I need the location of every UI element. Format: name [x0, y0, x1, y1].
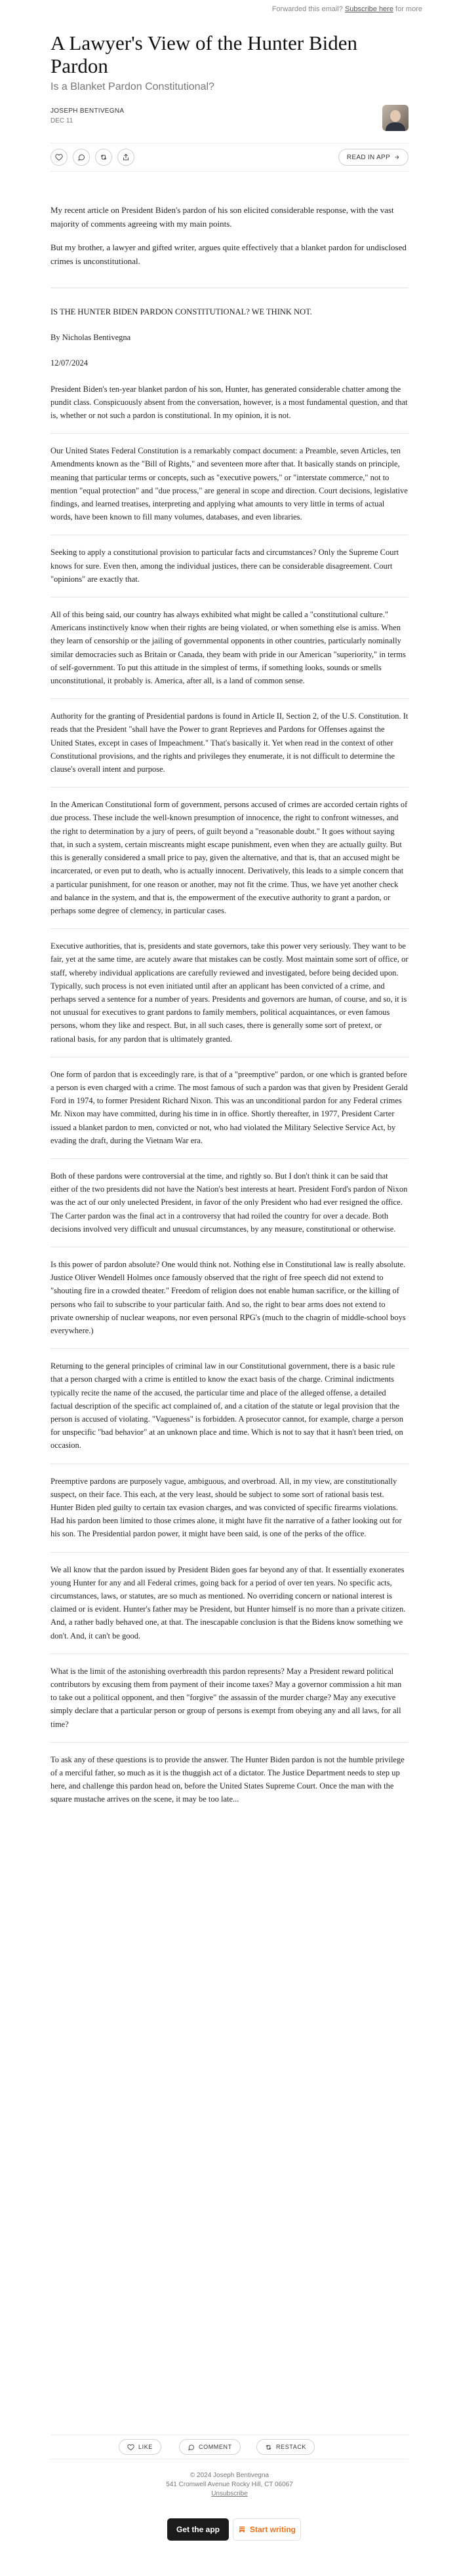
body-paragraph: One form of pardon that is exceedingly rare, is that of a "preemptive" pardon, or one which is granted before a person is even charged with a crime. The most famous of such a pardon was that given by President Gerald Ford in 1974, to former President Richard Nixon. This was an unconditional pardon for any Federal crimes Mr. Nixon may have committed, during his time in in office. Shortly thereafter, in 1977, President Carter issued a blanket pardon to men, convicted or not, who had violated the Military Selective Service Act, by evading the draft, during the Vietnam War era. — [50, 1057, 409, 1147]
article-body — [50, 305, 409, 1806]
forward-text: Forwarded this email? — [271, 5, 343, 13]
arrow-right-icon — [393, 154, 400, 161]
post-container — [50, 31, 409, 1817]
post-subtitle: Is a Blanket Pardon Constitutional? — [50, 81, 214, 92]
start-writing-button[interactable] — [233, 2518, 301, 2541]
body-paragraph: Is this power of pardon absolute? One would think not. Nothing else in Constitutional law is really absolute. Justice Oliver Wendell Holmes once famously observed that the right of free speech did not extend to "shouting fire in a crowded theater." Freedom of religion does not enable human sacrifice, or the killing of persons who fail to subscribe to your particular faith. And so, the right to bear arms does not extend to private ownership of nuclear weapons, nor even personal RPG's (much to the chagrin of middle-school boys everywhere.) — [50, 1247, 409, 1337]
read-in-app-button[interactable] — [338, 149, 409, 166]
footer-copyright: © 2024 Joseph Bentivegna — [190, 2472, 269, 2479]
post-date: DEC 11 — [50, 117, 73, 124]
heart-icon — [127, 2444, 134, 2451]
body-paragraph: Our United States Federal Constitution is a remarkably compact document: a Preamble, seven Articles, ten Amendments known as the "Bill of Rights," and seventeen more after that. It basically stands on principle, meaning that particular terms or concepts, such as "executive powers," or "interstate commerce," not to mention "equal protection" and "due process," are general in scope and direction. Court decisions, legislative findings, and learned treatises, interpreting and applying what amounts to very little in terms of actual words, have been known to fill many volumes, databases, and even libraries. — [50, 433, 409, 523]
substack-logo-icon — [238, 2526, 246, 2533]
post-actions — [50, 143, 409, 172]
author-row — [50, 107, 409, 136]
body-paragraph: Returning to the general principles of criminal law in our Constitutional government, there is a basic rule that a person charged with a crime is entitled to know the exact basis of the charge. Criminal indictments typically recite the name of the accused, the particular time and place of the alleged offense, a detailed factual description of the specific act complained of, and a citation of the statute or legal provision that the person is accused of violating. "Vagueness" is forbidden. A prosecutor cannot, for example, charge a person for unspecific "bad behavior" at an unknown place and time. Which is not to say that it hasn't been tried, on occasion. — [50, 1348, 409, 1452]
bottom-actions — [50, 2434, 409, 2459]
comment-pill-button[interactable] — [179, 2439, 241, 2455]
restack-button[interactable] — [95, 149, 112, 166]
start-writing-label: Start writing — [249, 2525, 296, 2534]
like-button[interactable] — [50, 149, 68, 166]
avatar[interactable] — [382, 105, 409, 131]
comment-button[interactable] — [73, 149, 90, 166]
post-title[interactable]: A Lawyer's View of the Hunter Biden Pardon — [50, 31, 358, 77]
forward-suffix: for more — [395, 5, 422, 13]
body-paragraph: Preemptive pardons are purposely vague, ambiguous, and overbroad. All, in my view, are constitutionally suspect, on their face. This each, at the very least, should be subject to some sort of rational basis test. Hunter Biden pled guilty to certain tax evasion charges, and was convicted of specific firearms violations. Had his pardon been limited to those crimes alone, it might have fit the narrative of a father looking out for his son. The Presidential pardon power, it might have been said, is one of the perks of the office. — [50, 1464, 409, 1541]
document-heading: IS THE HUNTER BIDEN PARDON CONSTITUTIONAL? WE THINK NOT. — [50, 307, 312, 316]
unsubscribe-link[interactable]: Unsubscribe — [211, 2490, 248, 2497]
restack-icon — [100, 153, 108, 161]
body-paragraph: We all know that the pardon issued by President Biden goes far beyond any of that. It essentially exonerates young Hunter for any and all Federal crimes, going back for a period of over ten years. No specific acts, circumstances, laws, or statutes, are so much as mentioned. No overriding concern or national interest is claimed or is evident. Hunter's father may be President, but Hunter himself is no more than a private citizen. And, a rather badly behaved one, at that. The inescapable conclusion is that the Bidens know something we don't. And, it can't be good. — [50, 1552, 409, 1642]
body-paragraph: What is the limit of the astonishing overbreadth this pardon represents? May a President reward political contributors by excusing them from payment of their income taxes? May a governor commission a hit man to take out a political opponent, and then "forgive" the assassin of the murder charge? May any executive simply declare that a particular person or group of persons is exempt from obeying any and all laws, for all time? — [50, 1654, 409, 1731]
body-paragraph: Both of these pardons were controversial at the time, and rightly so. But I don't think it can be said that either of the two presidents did not have the Nation's best interests at heart. President Ford's pardon of Nixon was the act of our only unelected President, in favor of the only President who had ever resigned the office. The Carter pardon was the final act in a controversy that had roiled the country for over a decade. Both decisions involved very difficult and unusual circumstances, by any measure, constitutional or otherwise. — [50, 1158, 409, 1236]
share-button[interactable] — [117, 149, 134, 166]
heart-icon — [55, 153, 63, 161]
get-app-label: Get the app — [176, 2525, 220, 2534]
forward-note — [272, 5, 422, 13]
restack-icon — [265, 2444, 272, 2451]
read-in-app-label: READ IN APP — [346, 153, 390, 161]
comment-label: COMMENT — [199, 2444, 232, 2450]
get-app-button[interactable] — [167, 2518, 229, 2541]
like-pill-button[interactable] — [119, 2439, 161, 2455]
author-name[interactable]: JOSEPH BENTIVEGNA — [50, 107, 125, 115]
restack-pill-button[interactable] — [256, 2439, 315, 2455]
body-paragraph: Seeking to apply a constitutional provision to particular facts and circumstances? Only the Supreme Court knows for sure. Even then, among the individual justices, there can be considerable disagreement. Court "opinions" are exactly that. — [50, 535, 409, 586]
intro-paragraph: But my brother, a lawyer and gifted writer, argues quite effectively that a blanket pardon for undisclosed crimes is unconstitutional. — [50, 242, 407, 266]
body-paragraph: In the American Constitutional form of government, persons accused of crimes are accorded certain rights of due process. These include the well-known presumption of innocence, the right to confront witnesses, and the right to determination by a jury of peers, of guilt beyond a "reasonable doubt." It goes without saying that, in such a system, certain miscreants might escape punishment, even when they are actually guilty. But this is generally considered a small price to pay, given the alternative, and that is, that an accused might be incarcerated, or even put to death, who is actually innocent. Derivatively, this leads to a simple concern that a particular punishment, for one reason or another, may not fit the crime. Thus, we have yet another check and balance in the system, and that is, the empowerment of the executive authority to grant a pardon, or perhaps some degree of clemency, in particular cases. — [50, 787, 409, 917]
avatar-suit — [386, 123, 405, 131]
avatar-face — [390, 110, 401, 122]
share-icon — [122, 153, 130, 161]
comment-icon — [188, 2444, 195, 2451]
body-paragraph: To ask any of these questions is to provide the answer. The Hunter Biden pardon is not the humble privilege of a merciful father, so much as it is the thuggish act of a dictator. The Justice Department needs to step up here, and challenge this pardon head on, before the United States Supreme Court. Once the man with the square mustache arrives on the scene, it may be too late... — [50, 1742, 409, 1806]
body-paragraph: Authority for the granting of Presidential pardons is found in Article II, Section 2, of the U.S. Constitution. It reads that the President "shall have the Power to grant Reprieves and Pardons for Offenses against the United States, except in cases of Impeachment." That's basically it. Yet when read in the context of other Constitutional provisions, and the rights and privileges they enumerate, it is not difficult to determine the clause's overall intent and purpose. — [50, 698, 409, 776]
footer — [0, 2471, 459, 2499]
like-label: LIKE — [138, 2444, 153, 2450]
subscribe-link[interactable]: Subscribe here — [344, 5, 393, 13]
intro-paragraph: My recent article on President Biden's pardon of his son elicited considerable response, with the vast majority of comments agreeing with my main points. — [50, 205, 394, 229]
document-byline: By Nicholas Bentivegna — [50, 333, 131, 343]
body-paragraph: President Biden's ten-year blanket pardon of his son, Hunter, has generated considerable chatter among the pundit class. Conspicuously absent from the conversation, however, is a most fundamental question, and that is, whether or not such a pardon is constitutional. In my opinion, it is not. — [50, 384, 408, 421]
body-paragraph: Executive authorities, that is, presidents and state governors, take this power very seriously. They want to be fair, yet at the same time, are acutely aware that mistakes can be costly. Most maintain some sort of office, or staff, whereby individual applications are carefully reviewed and investigated, before being decided upon. Typically, such process is not even initiated until after an applicant has been convicted of a crime, and perhaps served a sentence for a number of years. Presidents and governors are human, of course, and so, it is not unusual for executives to grant pardons to family members, political acquaintances, or even famous persons, whom they like and respect. But, in all such cases, there is generally some sort of pretext, or rational basis, for any pardon that is ultimately granted. — [50, 928, 409, 1046]
restack-label: RESTACK — [276, 2444, 307, 2450]
comment-icon — [77, 153, 85, 161]
body-paragraph: All of this being said, our country has always exhibited what might be called a "constitutional culture." Americans instinctively know when their rights are being violated, or when something else is amiss. When they learn of censorship or the jailing of governmental opponents in other countries, particularly nominally similar democracies such as Britain or Canada, they beam with pride in our American "superiority," in terms of self-government. To put this attitude in the simplest of terms, if something looks, sounds or smells unconstitutional, it probably is. America, after all, is a land of common sense. — [50, 597, 409, 687]
intro-text — [50, 203, 409, 268]
document-date: 12/07/2024 — [50, 358, 88, 368]
footer-address: 541 Cromwell Avenue Rocky Hill, CT 06067 — [166, 2481, 293, 2488]
